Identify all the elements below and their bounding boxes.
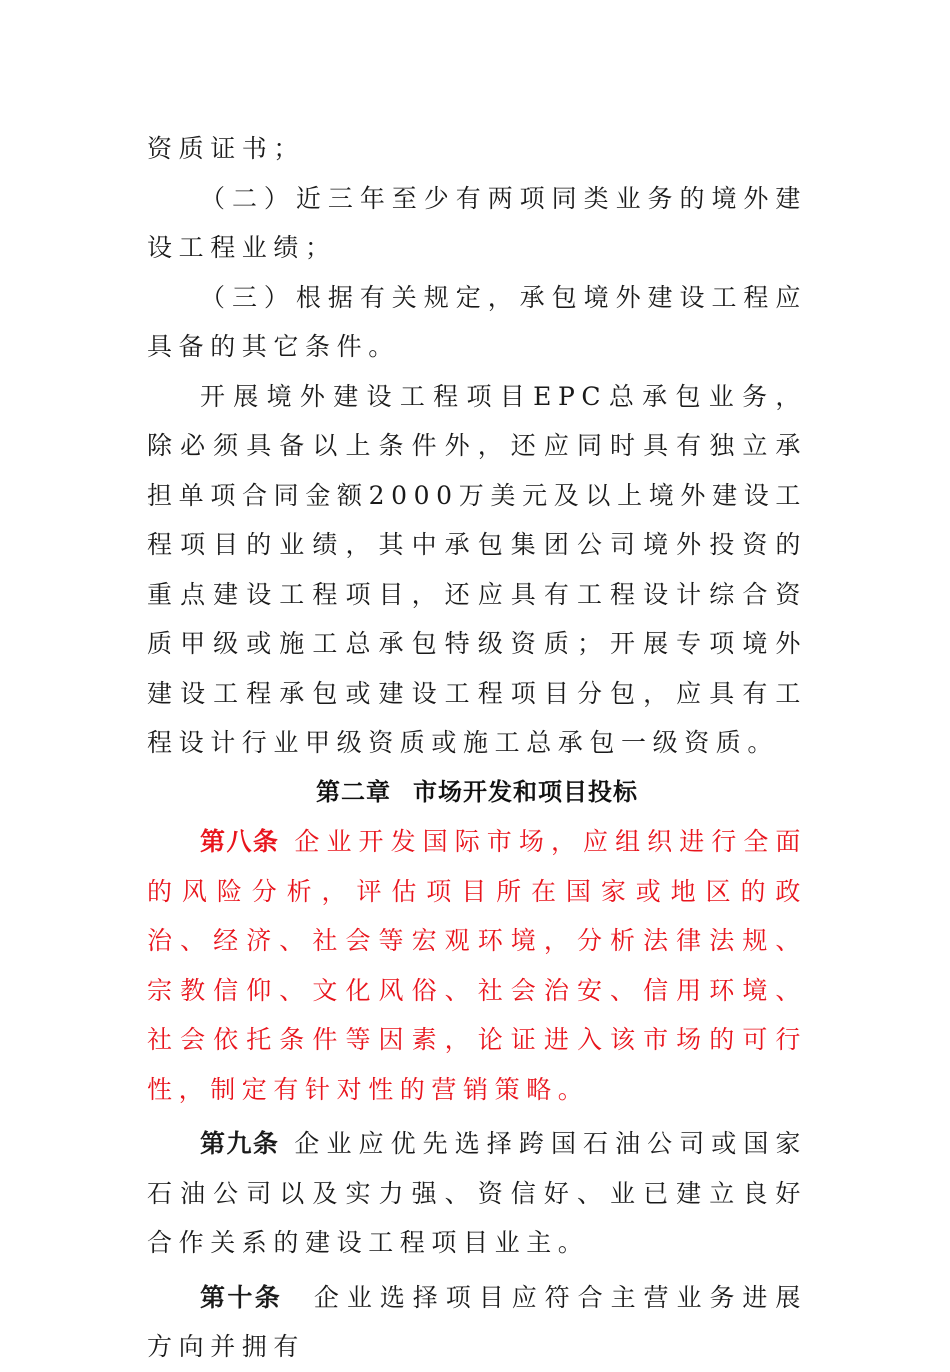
paragraph-item-two: （二）近三年至少有两项同类业务的境外建设工程业绩； <box>147 183 807 262</box>
chapter-number: 第二章 <box>316 777 391 806</box>
article-10-body: 企业选择项目应符合主营业务进展方向并拥有 <box>147 1282 807 1361</box>
article-8-body: 企业开发国际市场，应组织进行全面的风险分析，评估项目所在国家或地区的政治、经济、社会等宏观环境，分析法律法规、宗教信仰、文化风俗、社会治安、信用环境、社会依托条件等因素，论证进入该市场的可行性，制定有针对性的营销策略。 <box>147 827 807 1104</box>
article-8-title: 第八条 <box>200 827 280 856</box>
paragraph-item-three: （三）根据有关规定，承包境外建设工程应具备的其它条件。 <box>147 282 807 361</box>
article-10-title: 第十条 <box>200 1282 283 1312</box>
article-9-body: 企业应优先选择跨国石油公司或国家石油公司以及实力强、资信好、业已建立良好合作关系的建设工程项目业主。 <box>147 1129 807 1257</box>
chapter-title: 市场开发和项目投标 <box>413 777 638 806</box>
paragraph-epc-requirements: 开展境外建设工程项目EPC总承包业务，除必须具备以上条件外，还应同时具有独立承担单项合同金额2000万美元及以上境外建设工程项目的业绩，其中承包集团公司境外投资的重点建设工程项目，还应具有工程设计综合资质甲级或施工总承包特级资质；开展专项境外建设工程承包或建设工程项目分包，应具有工程设计行业甲级资质或施工总承包一级资质。 <box>147 381 807 757</box>
paragraph-qualification-end: 资质证书； <box>147 134 306 163</box>
document-page <box>147 124 807 1372</box>
chapter-heading <box>147 768 807 818</box>
article-9 <box>147 1119 807 1268</box>
article-9-title: 第九条 <box>200 1129 280 1158</box>
article-10 <box>147 1273 807 1372</box>
article-8 <box>147 817 807 1114</box>
